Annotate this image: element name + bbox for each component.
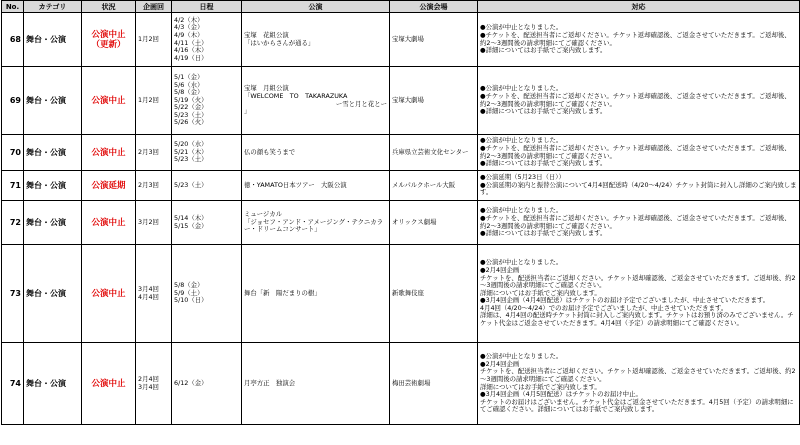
title-line: 宝塚 月組公演 [244,84,289,93]
title-line: 宝塚 花組公演 [244,30,289,39]
row-response [478,13,800,67]
status-line: 公演延期 [91,180,126,191]
row-response [478,67,800,135]
response-line: ●チケットを、配送担当者にご返却ください。チケット返却確認後、ご返金させていただきます。ご返却後、約2～3週間後の請求明細にてご確認ください。 [480,213,791,230]
date-line: 5/23（土） [174,110,208,119]
date-line: 5/10（日） [174,296,208,305]
date-line: 5/26（火） [174,118,208,127]
plan-line: 2月3回 [138,180,159,189]
row-no: 73 [2,245,24,343]
table-row [2,67,800,135]
table-row [2,201,800,245]
date-line: 5/1（金） [174,72,204,81]
row-plan [136,245,172,343]
row-dates [172,13,242,67]
header-plan: 企画回 [136,1,172,13]
plan-line: 2月4回 [138,374,159,383]
date-line: 4/9（木） [174,30,204,39]
response-line: ●詳細についてはお手紙でご案内致します。 [480,159,607,168]
response-line: 4月4回（4/20～4/24）でのお届け予定でございましたが、中止させていただきます。 [480,303,728,312]
title-line: ミュージカル [244,210,283,219]
row-venue: 新歌舞伎座 [390,245,478,343]
response-line: チケットを、配送担当者にご返却ください。チケット返却確認後、ご返金させていただきます。ご返却後、約2～3週間後の請求明細にてご確認ください。 [480,273,796,290]
plan-line: 3月2回 [138,217,159,226]
plan-line: 1月2回 [138,34,159,43]
date-line: 5/21（木） [174,147,208,156]
response-line: チケットを、配送担当者にご返却ください。チケット返却確認後、ご返金させていただきます。ご返却後、約2～3週間後の請求明細にてご確認ください。 [480,367,796,383]
row-no: 69 [2,67,24,135]
status-line: 公演中止 [91,29,126,40]
row-title [242,13,390,67]
header-no: No. [2,1,24,13]
row-dates [172,67,242,135]
status-line: 公演中止 [91,217,126,228]
row-response [478,245,800,343]
row-plan [136,171,172,201]
date-line: 5/6（水） [174,80,204,89]
row-status [82,201,136,245]
row-plan [136,135,172,171]
response-line: ●2月4回企画 [480,359,520,368]
table-row [2,13,800,67]
date-line: 5/19（火） [174,95,208,104]
response-line: 詳細は、4月4回の配送時チケット封筒に封入しご案内致します。チケットはお預り済のみでございません。チケット代金はご返金させていただきます。4月4回（予定）の請求明細にてご確認ください。 [480,311,794,328]
row-category: 舞台・公演 [24,13,82,67]
date-line: 4/11（土） [174,38,208,47]
header-row [2,1,800,13]
response-line: ●チケットを、配送担当者にご返却ください。チケット返却確認後、ご返金させていただきます。ご返却後、約2～3週間後の請求明細にてご確認ください。 [480,143,791,160]
header-title: 公演 [242,1,390,13]
date-line: 5/22（金） [174,103,208,112]
row-venue: メルパルクホール大阪 [390,171,478,201]
row-category: 舞台・公演 [24,343,82,425]
row-venue: オリックス劇場 [390,201,478,245]
date-line: 5/8（金） [174,88,204,97]
plan-line: 1月2回 [138,95,159,104]
date-line: 5/23（土） [174,155,208,164]
row-title [242,245,390,343]
row-dates [172,135,242,171]
row-title [242,135,390,171]
row-dates [172,171,242,201]
status-line: 公演中止 [91,147,126,158]
row-status [82,67,136,135]
row-title [242,201,390,245]
date-line: 5/8（金） [174,281,204,290]
status-line: （更新） [91,39,126,50]
response-line: ●3月4回企画（4月4回配送）はチケットのお届け予定でございましたが、中止させていただきます。 [480,296,770,305]
response-line: ●詳細についてはお手紙でご案内致します。 [480,229,607,238]
row-plan [136,201,172,245]
row-status [82,13,136,67]
header-response: 対応 [478,1,800,13]
header-status: 状況 [82,1,136,13]
row-no: 72 [2,201,24,245]
row-category: 舞台・公演 [24,201,82,245]
header-category: カテゴリ [24,1,82,13]
row-category: 舞台・公演 [24,67,82,135]
row-dates [172,201,242,245]
row-category: 舞台・公演 [24,135,82,171]
row-status [82,171,136,201]
response-line: ●公演が中止となりました。 [480,23,563,32]
response-line: ●詳細についてはお手紙でご案内致します。 [480,46,607,55]
date-line: 4/19（日） [174,53,208,62]
title-line: 舞台「新 陽だまりの樹」 [244,288,321,297]
plan-line: 3月4回 [138,382,159,391]
row-venue: 宝塚大劇場 [390,67,478,135]
title-line: 」 [244,107,251,116]
title-line: 「ジョセフ・アンド・アメージング・テクニカラー・ドリームコンサート」 [244,217,384,234]
plan-line: 3月4回 [138,284,159,293]
response-line: ●チケットを、配送担当者にご返却ください。チケット返却確認後、ご返金させていただきます。ご返却後、約2～3週間後の請求明細にてご確認ください。 [480,30,791,47]
response-line: チケットのお届けはございません。チケット代金はご返金させていただきます。4月5回（予定）の請求明細にてご確認ください。詳細についてはお手紙でご案内致します。 [480,397,794,414]
date-line: 4/16（木） [174,46,208,55]
row-no: 68 [2,13,24,67]
row-no: 70 [2,135,24,171]
row-status [82,135,136,171]
date-line: 6/12（金） [174,378,208,387]
row-dates [172,343,242,425]
date-line: 5/20（水） [174,140,208,149]
date-line: 5/15（金） [174,221,208,230]
plan-line: 2月3回 [138,147,159,156]
response-line: ●2月4回企画 [480,265,520,274]
response-line: ●公演が中止となりました。 [480,206,563,215]
row-venue: 宝塚大劇場 [390,13,478,67]
row-response [478,171,800,201]
row-status [82,245,136,343]
title-line: ー雪と月と花とー [335,99,387,108]
title-line: 仏の顔も笑うまで [244,147,296,156]
date-line: 5/14（木） [174,213,208,222]
response-line: ●詳細についてはお手紙でご案内致します。 [480,107,607,116]
title-line: 「はいからさんが通る」 [244,38,315,47]
response-line: 詳細についてはお手紙でご案内致します。 [480,288,601,297]
row-category: 舞台・公演 [24,171,82,201]
row-response [478,135,800,171]
row-plan [136,343,172,425]
date-line: 4/2（木） [174,15,204,24]
header-dates: 日程 [172,1,242,13]
row-category: 舞台・公演 [24,245,82,343]
row-plan [136,67,172,135]
date-line: 5/23（土） [174,180,208,189]
row-title [242,67,390,135]
row-no: 71 [2,171,24,201]
row-dates [172,245,242,343]
response-line: ●公演が中止となりました。 [480,352,563,361]
response-line: ●公演延期（5月23日（日）） [480,173,565,182]
title-line: 月亭方正 独演会 [244,378,296,387]
row-venue: 梅田芸術劇場 [390,343,478,425]
table-row [2,171,800,201]
date-line: 5/9（土） [174,288,204,297]
response-line: 詳細についてはお手紙でご案内致します。 [480,382,601,391]
row-response [478,201,800,245]
schedule-table [1,0,800,425]
title-line: 徳・YAMATO日本ツアー 大阪公演 [244,180,347,189]
response-line: ●チケットを、配送担当者にご返却ください。チケット返却確認後、ご返金させていただきます。ご返却後、約2～3週間後の請求明細にてご確認ください。 [480,91,791,108]
title-line: 「WELCOME TO TAKARAZUKA [244,91,348,100]
status-line: 公演中止 [91,288,126,299]
table-row [2,343,800,425]
date-line: 4/3（金） [174,23,204,32]
table-row [2,245,800,343]
table-row [2,135,800,171]
response-line: ●3月4回企画（4月5回配送）はチケットのお届け中止。 [480,390,642,399]
row-no: 74 [2,343,24,425]
response-line: ●公演が中止となりました。 [480,84,563,93]
header-venue: 公演会場 [390,1,478,13]
row-response [478,343,800,425]
status-line: 公演中止 [91,95,126,106]
response-line: ●公演が中止となりました。 [480,258,563,267]
row-venue: 兵庫県立芸術文化センター [390,135,478,171]
response-line: ●公演が中止となりました。 [480,136,563,145]
response-line: ●公演延期の案内と振替公演について4月4回配送時（4/20～4/24）チケット封筒に封入し詳細のご案内致します。 [480,180,797,197]
row-title [242,343,390,425]
plan-line: 4月4回 [138,292,159,301]
status-line: 公演中止 [91,378,126,389]
row-plan [136,13,172,67]
row-status [82,343,136,425]
row-title [242,171,390,201]
